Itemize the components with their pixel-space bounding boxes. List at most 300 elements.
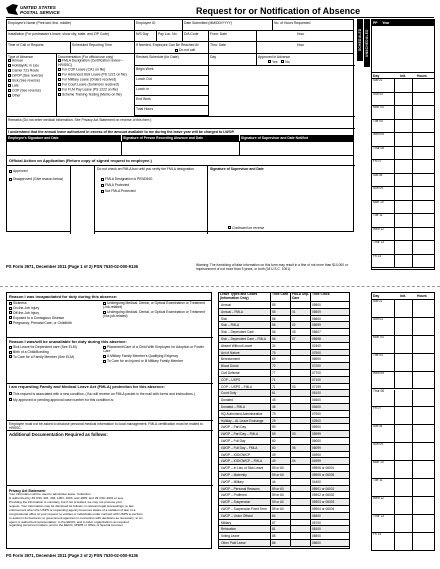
employee-name-field[interactable]: Employee's Name (Print last, first, middle): [7, 20, 135, 30]
calendar-day-row[interactable]: [372, 187, 434, 201]
calendar-p1: PP Year Day Init. Hours Sat 01 Sun 02 Mon 03 Tue 04 Wed 05 Thur 06 Fri 07 Sat 08 Sun 09 Mon 10 Tue 11 Wed 12 Thur 13 Fri 14: [371, 19, 435, 270]
leave-type-cell: [290, 438, 310, 445]
calendar-hours-cell[interactable]: [412, 187, 413, 200]
recorder-signature-field[interactable]: [122, 142, 240, 155]
leave-type-cell: [290, 465, 310, 472]
privacy-line: is authorized by 39 USC 401, 404, 1001, 1003, and 1005; and 29 USC 2601 et seq.: [9, 497, 124, 501]
reason-checkbox[interactable]: [9, 316, 12, 319]
leave-type-cell: 59 or 60: [270, 486, 290, 493]
ns-day-field[interactable]: N/S Day: [135, 31, 157, 41]
main-form: Employee's Name (Print last, first, middle) Employee ID Date Submitted (MM/DD/YYYY) No. of Hours Requested Installation (For postmaster's leave, show city, state, and ZIP Code) N/S Day Pay Loc. No. D/A Code From: Date Hour Time of Call or Request Scheduled Reporting Time If Needed, Employee Can Be Reached At: Do not call Thru: Date Hour Type of Absence Annual Holiday/AL in Lieu Carrier 721 Route LWOP (See reverse) Sick (See reverse) Late COP (See reverse) Other Documentation (For official use only) FMLA Designation (Certification review – HR/SSC) For COP Leave (CA1 on file) For Advanced Sick Leave (PS 1221 on file) For Military Leave (Orders received) For Court Leave (Summons received) For FLM Pay Leave (PS 1222 on file) Scheme Training Testing (Memo on file) Revised Schedule (for Date) Day Approved in Advance Yes No Begin Work Lunch Out Lunch In End Work Total Hours Remarks (Do not enter medical information. See Privacy Act Statement on reverse of this form.) I understand that the annual leave authorized in excess of the amount available to me during the leave year will be charged to LWOP. Employee's Signature and Date Signature of Person Recording Absence and Date Signature of Supervisor and Date Notified Official Action on Application (Return copy of signed request to employee.) Approved Disapproved (Give reason below) Do not check an FMLA box until you verify the FMLA designation. FMLA Designation is PENDING FMLA Protected Not FMLA Protected Signature of Supervisor and Date Continued on reverse: [6, 19, 354, 232]
calendar-day-label: Fri 14: [373, 253, 382, 258]
calendar-init-cell[interactable]: [394, 372, 395, 389]
calendar-hours-cell[interactable]: [412, 214, 413, 227]
privacy-line: Providing the information is voluntary, but if not provided, we may not process your: [9, 501, 122, 505]
calendar-init-cell[interactable]: [394, 133, 395, 146]
leave-type-row: [219, 526, 349, 533]
absence-type-checkbox[interactable]: [8, 59, 11, 62]
reason-item: [103, 310, 211, 318]
calendar-hours-cell[interactable]: [412, 120, 413, 133]
calendar-hours-cell[interactable]: [412, 479, 413, 496]
unavail-reason-checkbox[interactable]: [103, 346, 106, 349]
calendar-day-row[interactable]: [372, 407, 434, 425]
calendar-day-row[interactable]: [372, 133, 434, 147]
calendar-day-label: Sun 02: [373, 316, 384, 321]
leave-type-row: [219, 302, 349, 309]
fmla-pending-checkbox[interactable]: [101, 178, 104, 181]
fmla-protected-checkbox[interactable]: [101, 184, 104, 187]
leave-type-cell: [290, 343, 310, 350]
leave-type-cell: Act of Nature: [221, 350, 240, 355]
absence-type-item: [8, 74, 55, 78]
leave-type-cell: Court Duty: [221, 391, 237, 396]
leave-type-cell: 07: [290, 336, 310, 343]
supervisor-signature-field[interactable]: [240, 142, 355, 155]
leave-type-cell: [290, 492, 310, 499]
unavail-reason-item: [103, 354, 211, 358]
reason-label: On-the-Job Injury: [13, 305, 40, 310]
calendar-init-cell[interactable]: [394, 300, 395, 317]
leave-type-cell: 06: [290, 445, 310, 452]
calendar-init-cell[interactable]: [394, 533, 395, 550]
calendar-init-cell[interactable]: [394, 515, 395, 532]
calendar-init-cell[interactable]: [394, 461, 395, 478]
leave-type-cell: [290, 418, 310, 425]
leave-type-row: [219, 445, 349, 452]
reason-checkbox[interactable]: [9, 321, 12, 324]
calendar-p2: Day Init. Hours Sat 01 Sun 02 Mon 03 Tue 04 Wed 05 Thur 06 Fri 07 Sat 08 Sun 09 Mon 10 Tue 11 Wed 12 Thur 13 Fri 14: [371, 292, 435, 551]
doc-item-item: [58, 93, 133, 97]
unavail-reason-checkbox[interactable]: [103, 360, 106, 363]
leave-type-cell: Sick – Dependent Care – FMLA: [221, 337, 267, 341]
leave-type-cell: 49: [270, 452, 290, 459]
calendar-day-row[interactable]: [372, 336, 434, 354]
leave-type-cell: 05901 or 06001: [310, 486, 351, 493]
leave-type-cell: 05904 or 06004: [310, 506, 351, 513]
leave-type-row: [219, 329, 349, 336]
absence-type-label: Sick (See reverse): [12, 79, 40, 83]
calendar-init-cell[interactable]: [394, 147, 395, 160]
fmla-new-condition-checkbox[interactable]: [9, 392, 12, 395]
doc-item-checkbox[interactable]: [58, 88, 61, 91]
calendar-day-row[interactable]: [372, 300, 434, 318]
privacy-line: regarding personnel matters; and to the EEOC, MSPB or Office of Special Counsel.: [9, 524, 124, 528]
reason-checkbox[interactable]: [9, 311, 12, 314]
doc-item-item: [58, 68, 133, 72]
charge-lwop-notice: I understand that the annual leave authorized in excess of the amount available to me during the leave year will be charged to LWOP.: [8, 130, 235, 134]
leave-type-cell: 46: [270, 404, 290, 411]
scheduled-label: SCHEDULED: [357, 19, 363, 61]
calendar-init-cell[interactable]: [394, 407, 395, 424]
calendar-hours-cell[interactable]: [412, 93, 413, 106]
reason-checkbox[interactable]: [103, 302, 106, 305]
calendar-day-row[interactable]: [372, 201, 434, 215]
calendar-hours-cell[interactable]: [412, 133, 413, 146]
shift-row[interactable]: [135, 86, 209, 96]
leave-type-cell: LWOP – IOD/OWCP: [221, 452, 251, 457]
doc-item-label: For COP Leave (CA1 on file): [62, 68, 106, 72]
doc-item-checkbox[interactable]: [58, 83, 61, 86]
calendar-hours-cell[interactable]: [412, 106, 413, 119]
calendar-hours-cell[interactable]: [412, 201, 413, 214]
leave-type-row: [219, 322, 349, 329]
absence-type-label: LWOP (See reverse): [12, 74, 44, 78]
calendar-hours-cell[interactable]: [412, 79, 413, 92]
leave-type-cell: LWOP – Full Day: [221, 439, 246, 443]
calendar-hours-cell[interactable]: [412, 407, 413, 424]
unavail-reason-checkbox[interactable]: [9, 355, 12, 358]
calendar-hours-cell[interactable]: [412, 228, 413, 241]
leave-type-cell: 06000: [310, 438, 351, 445]
leave-type-cell: 08400: [310, 513, 351, 520]
leave-type-row: [219, 465, 349, 472]
leave-type-cell: Military: [221, 520, 232, 525]
doc-item-checkbox[interactable]: [58, 68, 61, 71]
calendar-day-row[interactable]: [372, 106, 434, 120]
absence-type-checkbox[interactable]: [8, 94, 11, 97]
leave-type-cell: Voting Leave: [221, 534, 240, 539]
calendar-day-label: Tue 04: [373, 352, 383, 357]
calendar-day-row[interactable]: [372, 79, 434, 93]
leave-type-row: [219, 479, 349, 486]
unavail-reason-item: [9, 350, 101, 354]
calendar-day-label: Thur 13: [373, 240, 384, 244]
calendar-day-label: Fri 07: [373, 159, 382, 163]
leave-type-cell: 03: [290, 384, 310, 391]
reason-checkbox[interactable]: [103, 311, 106, 314]
calendar-day-label: Wed 05: [373, 370, 384, 375]
calendar-day-row[interactable]: [372, 241, 434, 255]
leave-type-cell: Other Paid Leave: [221, 541, 246, 545]
calendar-hours-cell[interactable]: [412, 160, 413, 173]
unavail-reason-checkbox[interactable]: [9, 346, 12, 349]
leave-type-cell: [290, 452, 310, 459]
calendar-hours-cell[interactable]: [412, 354, 413, 371]
leave-types-table: Leave Types and Codes (Information Only) Time Card FMLA Dep. Care Time Clock Annual 55 05500 Annual – FMLA 55 01 05509 Sick 56 05600 Sick – FMLA 56 02 05699 Sick – Dependent Care 56 05 05607 Sick – Dependent Care – FMLA 56 07 05698 Absent Without Leave 24 02400 Act of Nature 75 07500 Bereavement 69 06900 Blood Donor 72 07200 Civil Defense 77 07700 COP – USPS 71 07100 COP – USPS – FMLA 71 03 07199 Court Duty 61 06100 Donated 45 04500 Donated – FMLA 46 04600 HQ Authorized Administrative 79 07900 Holiday – AL Leave Exchange 25 02500 LWOP – Part Day 59 05900 LWOP – Part Day – FMLA 59 03 05999 LWOP – Full Day 60 06000 LWOP – Full Day – FMLA 60 06 06099 LWOP – IOD/OWCP 49 04900 LWOP – IOD/OWCP – FMLA 49 04 04999 LWOP – In Lieu of Sick Leave 59 or 60 05906 or 06001 LWOP – Maternity 59 or 60 05905 or 06005 LWOP – Military 44 04400 LWOP – Personal Reasons 59 or 60 05901 or 06001 LWOP – Proffered 59 or 60 05902 or 06002 LWOP – Suspension 59 or 60 05903 or 06003 LWOP – Suspension Fixed Term 59 or 60 05904 or 06004 LWOP – Union Official 84 08400 Military 67 06700 Relocation 81 08100 Voting Leave 85 08500 Other Paid Leave 86 08600: [218, 292, 350, 549]
absence-type-checkbox[interactable]: [8, 64, 11, 67]
calendar-init-cell[interactable]: [394, 443, 395, 460]
leave-type-cell: LWOP – Union Official: [221, 513, 253, 518]
thru-hour-field[interactable]: Hour: [297, 42, 305, 47]
employee-signature-field[interactable]: [7, 142, 122, 155]
leave-type-cell: 75: [270, 350, 290, 357]
leave-type-cell: 81: [270, 526, 290, 533]
calendar-hours-cell[interactable]: [412, 390, 413, 407]
absence-type-item: [8, 64, 55, 68]
reason-item: [9, 316, 101, 320]
calendar-init-cell[interactable]: [394, 318, 395, 335]
calendar-init-cell[interactable]: [394, 160, 395, 173]
leave-type-row: [219, 540, 349, 547]
calendar-hours-cell[interactable]: [412, 461, 413, 478]
calendar-init-cell[interactable]: [394, 93, 395, 106]
shift-row[interactable]: [135, 96, 209, 106]
calendar-day-row[interactable]: [372, 318, 434, 336]
leave-type-cell: 56: [270, 316, 290, 323]
doc-item-checkbox[interactable]: [58, 93, 61, 96]
calendar-init-cell[interactable]: [394, 174, 395, 187]
hours-requested-field[interactable]: No. of Hours Requested: [274, 20, 311, 25]
leave-type-cell: 69: [270, 356, 290, 363]
unavail-reason-checkbox[interactable]: [103, 355, 106, 358]
absence-type-label: Holiday/AL in Lieu: [12, 64, 40, 68]
unavail-reason-item: [9, 355, 101, 359]
leave-type-cell: 05905 or 06005: [310, 472, 351, 479]
privacy-act: Privacy Act Statement: Your information will be used to administer leave. Collection is authorized by 39 USC 401, 404, 1001, 1003, and 1005; and 29 USC 2601 et seq. Providing the information is voluntary, but if not provided, we may not process your request. Your information may be disclosed as follows: in relevant legal proceedings; to law enforcement when the USPS or requesting agency becomes aware of a violation of law; to a congressional office at your request; to entities or individuals under contract with USPS to perform or assist in its business; to government agencies in connection with decisions as necessary; to an agent or authorized representative; to the EEOC; and to labor organizations as required regarding personnel matters; and to the EEOC, MSPB or Office of Special Counsel.: [9, 489, 209, 528]
calendar-init-cell[interactable]: [394, 425, 395, 442]
calendar-day-row[interactable]: [372, 372, 434, 390]
calendar-day-label: Sun 09: [373, 186, 384, 190]
leave-type-cell: 05906 or 06001: [310, 465, 351, 472]
leave-type-cell: [290, 533, 310, 540]
doc-item-item: [58, 59, 133, 67]
leave-type-row: [219, 472, 349, 479]
calendar-init-cell[interactable]: [394, 201, 395, 214]
leave-type-cell: 03: [290, 431, 310, 438]
calendar-hours-cell[interactable]: [412, 318, 413, 335]
leave-type-cell: 59 or 60: [270, 492, 290, 499]
reached-at-field[interactable]: If Needed, Employee Can Be Reached At: Do not call: [135, 42, 209, 53]
leave-type-cell: 24: [270, 343, 290, 350]
calendar-init-cell[interactable]: [394, 354, 395, 371]
calendar-day-row[interactable]: [372, 147, 434, 161]
calendar-init-cell[interactable]: [394, 120, 395, 133]
calendar-hours-cell[interactable]: [412, 300, 413, 317]
continued-checkbox[interactable]: [228, 226, 231, 229]
leave-type-cell: 59: [270, 431, 290, 438]
leave-type-row: [219, 533, 349, 540]
leave-type-cell: Relocation: [221, 527, 237, 532]
leave-type-row: [219, 411, 349, 418]
leave-type-cell: 04999: [310, 458, 351, 465]
day-field[interactable]: Day: [209, 54, 257, 65]
leave-type-cell: 60: [270, 438, 290, 445]
approved-yes-checkbox[interactable]: [268, 60, 271, 63]
shift-row[interactable]: [135, 76, 209, 86]
leave-type-row: [219, 350, 349, 357]
calendar-hours-cell[interactable]: [412, 336, 413, 353]
do-not-call-checkbox[interactable]: [175, 49, 178, 52]
leave-type-cell: 02500: [310, 418, 351, 425]
calendar-day-row[interactable]: [372, 160, 434, 174]
from-hour-field[interactable]: Hour: [297, 31, 305, 36]
calendar-init-cell[interactable]: [394, 241, 395, 254]
calendar-hours-cell[interactable]: [412, 515, 413, 532]
calendar-init-cell[interactable]: [394, 106, 395, 119]
absence-type-label: Annual: [12, 59, 23, 63]
leave-type-cell: Absent Without Leave: [221, 343, 253, 348]
calendar-init-cell[interactable]: [394, 79, 395, 92]
reason-item: [9, 306, 101, 310]
leave-type-cell: 67: [270, 520, 290, 527]
leave-type-row: [219, 336, 349, 343]
calendar-day-row[interactable]: [372, 354, 434, 372]
leave-type-row: [219, 309, 349, 316]
calendar-init-cell[interactable]: [394, 187, 395, 200]
privacy-line: request. Your information may be disclosed as follows: in relevant legal proceedings; to law: [9, 504, 134, 508]
leave-type-cell: Blood Donor: [221, 364, 239, 369]
from-date-field[interactable]: From: Date: [209, 31, 257, 41]
leave-type-row: [219, 363, 349, 370]
absence-type-checkbox[interactable]: [8, 74, 11, 77]
type-of-absence: Type of Absence Annual Holiday/AL in Lieu Carrier 721 Route LWOP (See reverse) Sick (See reverse) Late COP (See reverse) Other: [7, 54, 57, 116]
doc-item-label: Scheme Training Testing (Memo on file): [62, 93, 122, 97]
fmla-not-protected-checkbox[interactable]: [101, 190, 104, 193]
leave-type-cell: 05902 or 06002: [310, 492, 351, 499]
absence-type-checkbox[interactable]: [8, 79, 11, 82]
scheduled-time-field[interactable]: Scheduled Reporting Time: [71, 42, 135, 53]
calendar-day-row[interactable]: [372, 443, 434, 461]
fmla-case-number-checkbox[interactable]: [9, 398, 12, 401]
leave-type-cell: 61: [270, 390, 290, 397]
calendar-init-cell[interactable]: [394, 479, 395, 496]
calendar-day-row[interactable]: [372, 93, 434, 107]
shift-row[interactable]: [135, 106, 209, 116]
calendar-init-cell[interactable]: [394, 390, 395, 407]
footer-p1: PS Form 3971, December 2011 (Page 1 of 2) PSN 7530-02-000-9136: [6, 265, 138, 269]
calendar-day-row[interactable]: [372, 214, 434, 228]
date-submitted-field[interactable]: Date Submitted (MM/DD/YYYY): [183, 20, 273, 30]
calendar-hours-cell[interactable]: [412, 174, 413, 187]
leave-type-cell: [290, 316, 310, 323]
leave-type-cell: [290, 370, 310, 377]
leave-type-cell: [290, 350, 310, 357]
leave-type-cell: 56: [270, 336, 290, 343]
doc-item-checkbox[interactable]: [58, 73, 61, 76]
leave-type-cell: [290, 526, 310, 533]
reason-item: [9, 321, 101, 325]
leave-type-row: [219, 438, 349, 445]
leave-type-cell: LWOP – Full Day – FMLA: [221, 445, 258, 450]
leave-type-row: [219, 424, 349, 431]
calendar-day-label: Thur 13: [373, 513, 384, 518]
calendar-day-label: Sun 09: [373, 442, 384, 447]
calendar-day-row[interactable]: [372, 228, 434, 242]
calendar-day-row[interactable]: [372, 174, 434, 188]
calendar-day-label: Tue 11: [373, 213, 383, 217]
leave-type-cell: [290, 424, 310, 431]
leave-type-cell: 07199: [310, 384, 351, 391]
calendar-hours-cell[interactable]: [412, 255, 413, 268]
absence-type-checkbox[interactable]: [8, 84, 11, 87]
doc-item-checkbox[interactable]: [58, 78, 61, 81]
employee-id-field[interactable]: Employee ID: [135, 20, 183, 30]
leave-type-cell: [290, 520, 310, 527]
calendar-init-cell[interactable]: [394, 228, 395, 241]
thru-date-field[interactable]: Thru: Date: [209, 42, 257, 53]
leave-type-cell: 07500: [310, 350, 351, 357]
page-title: Request for or Notification of Absence: [196, 6, 361, 16]
privacy-line: congressional office at your request; to entities or individuals under contract with USPS to perform: [9, 512, 143, 516]
reason-checkbox[interactable]: [9, 307, 12, 310]
calendar-day-row[interactable]: [372, 515, 434, 533]
reason-item: [103, 301, 211, 309]
calendar-hours-cell[interactable]: [412, 497, 413, 514]
calendar-hours-cell[interactable]: [412, 443, 413, 460]
leave-type-cell: 04500: [310, 397, 351, 404]
calendar-day-row[interactable]: [372, 533, 434, 551]
calendar-day-row[interactable]: [372, 479, 434, 497]
doc-item-label: For Court Leave (Summons received): [62, 83, 119, 87]
doc-item-item: [58, 73, 133, 77]
remarks-field[interactable]: Remarks (Do not enter medical information. See Privacy Act Statement on reverse of this form.): [7, 116, 355, 129]
installation-field[interactable]: Installation (For postmaster's leave, show city, state, and ZIP Code): [7, 31, 135, 41]
leave-type-cell: 85: [270, 533, 290, 540]
leave-type-cell: [290, 472, 310, 479]
calendar-day-label: Tue 04: [373, 118, 383, 123]
leave-type-cell: [290, 486, 310, 493]
reason-label: Undergoing Medical, Dental, or Optical Examination or Treatment (Job-related): [103, 301, 205, 310]
da-code-field[interactable]: D/A Code: [183, 31, 209, 41]
warning-text: Warning: The furnishing of false information on this form may result in a fine of not more than $10,000 or imprisonment of not more than 5 years, or both (18 U.S.C. 1001).: [196, 263, 348, 271]
calendar-hours-cell[interactable]: [412, 147, 413, 160]
calendar-hours-cell[interactable]: [412, 372, 413, 389]
calendar-day-row[interactable]: [372, 497, 434, 515]
calendar-init-cell[interactable]: [394, 214, 395, 227]
calendar-init-cell[interactable]: [394, 336, 395, 353]
calendar-init-cell[interactable]: [394, 255, 395, 268]
leave-type-cell: 02: [290, 322, 310, 329]
leave-type-cell: [290, 540, 310, 547]
leave-type-cell: 86: [270, 540, 290, 547]
calendar-day-row[interactable]: [372, 120, 434, 134]
unavail-reason-label: Birth of a Child/Bonding: [13, 349, 49, 354]
leave-type-cell: 59 or 60: [270, 506, 290, 513]
reason-checkbox[interactable]: [9, 302, 12, 305]
leave-type-row: [219, 506, 349, 513]
leave-type-row: [219, 384, 349, 391]
absence-type-checkbox[interactable]: [8, 89, 11, 92]
shift-row[interactable]: [135, 66, 209, 76]
calendar-hours-cell[interactable]: [412, 533, 413, 550]
leave-type-row: [219, 370, 349, 377]
leave-type-cell: LWOP – Part Day: [221, 425, 247, 430]
pay-loc-field[interactable]: Pay Loc. No.: [157, 31, 183, 41]
calendar-init-cell[interactable]: [394, 497, 395, 514]
leave-type-cell: 04600: [310, 404, 351, 411]
leave-type-cell: Bereavement: [221, 357, 240, 362]
calendar-day-row[interactable]: [372, 255, 434, 269]
approved-no-checkbox[interactable]: [281, 60, 284, 63]
absence-type-label: Late: [12, 84, 19, 88]
doc-item-item: [58, 78, 133, 82]
calendar-day-label: Wed 05: [373, 132, 384, 136]
leave-type-cell: 05607: [310, 329, 351, 336]
leave-type-cell: 07200: [310, 363, 351, 370]
calendar-day-label: Tue 11: [373, 478, 383, 482]
leave-type-cell: 06099: [310, 445, 351, 452]
leave-type-cell: Sick – FMLA: [221, 323, 240, 328]
leave-type-cell: 08600: [310, 540, 351, 547]
calendar-hours-cell[interactable]: [412, 241, 413, 254]
leave-type-cell: Donated: [221, 398, 234, 403]
leave-type-cell: 59 or 60: [270, 472, 290, 479]
unavail-reason-checkbox[interactable]: [9, 351, 12, 354]
calendar-day-row[interactable]: [372, 425, 434, 443]
calendar-day-label: Sat 08: [373, 172, 383, 177]
leave-type-cell: 06700: [310, 520, 351, 527]
calendar-hours-cell[interactable]: [412, 425, 413, 442]
absence-type-checkbox[interactable]: [8, 69, 11, 72]
calendar-day-row[interactable]: [372, 461, 434, 479]
unscheduled-label: UNSCHEDULED: [364, 19, 370, 67]
time-of-call-field[interactable]: Time of Call or Request: [7, 42, 71, 53]
leave-type-cell: LWOP – Military: [221, 479, 244, 484]
calendar-day-label: Sat 01: [373, 299, 383, 303]
leave-type-row: [219, 499, 349, 506]
unavail-reason-label: To Care for a Family Member (See ELM): [13, 354, 75, 359]
additional-doc-field[interactable]: [7, 438, 213, 486]
